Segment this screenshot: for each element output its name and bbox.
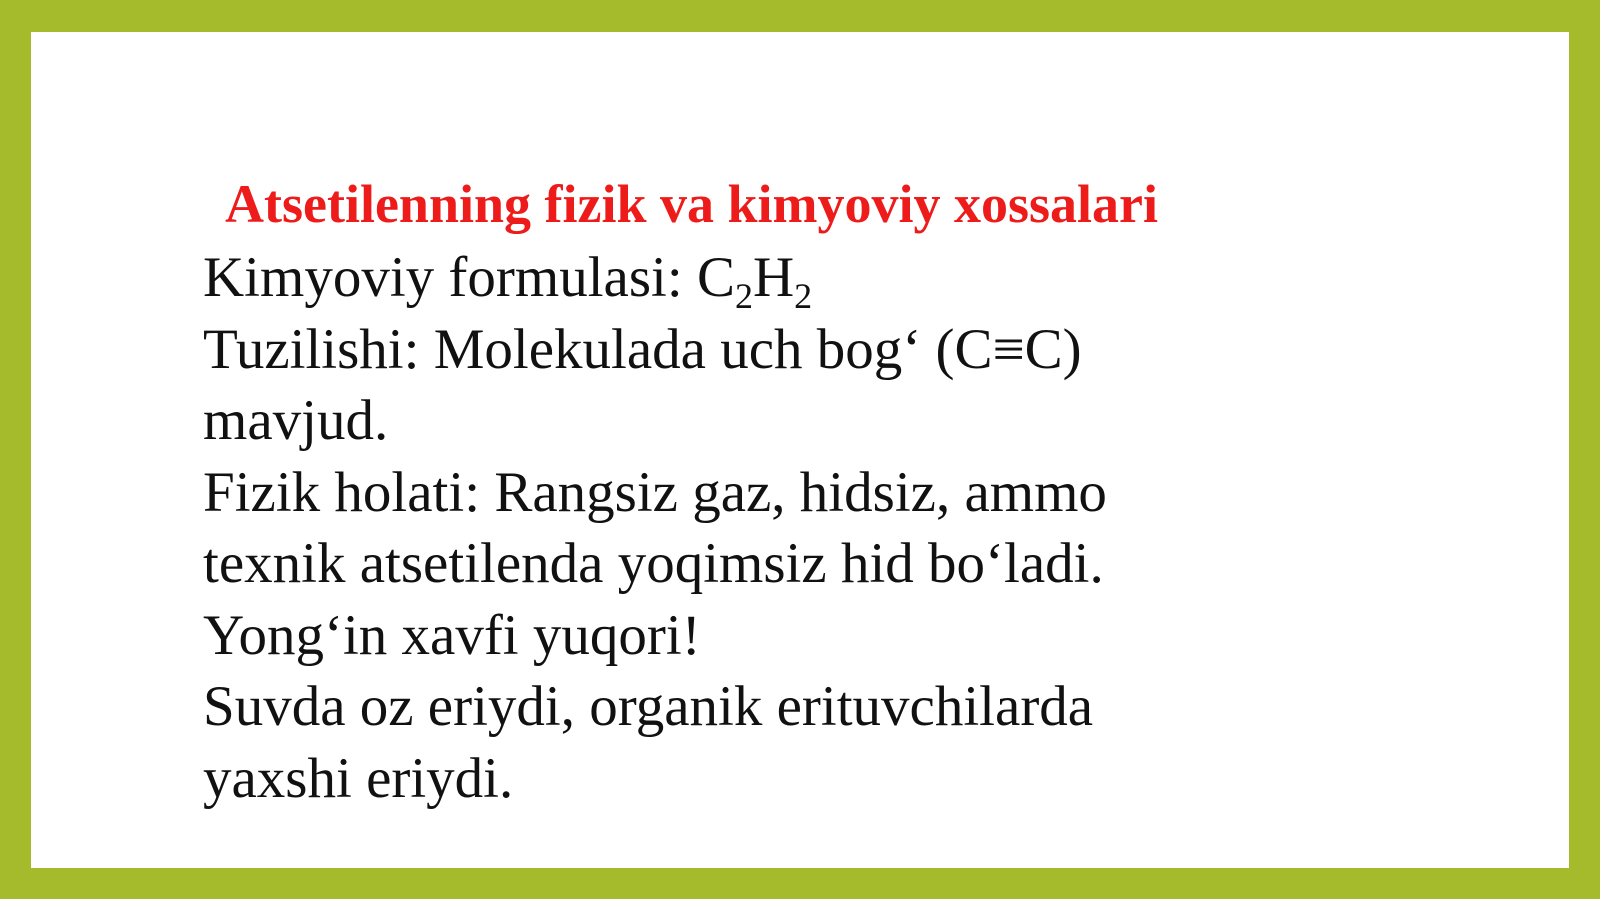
slide-content — [203, 172, 1383, 814]
formula-label: Kimyoviy formulasi: — [203, 246, 697, 309]
body-line-solubility: Suvda oz eriydi, organik erituvchilarda — [203, 675, 1094, 738]
slide-title: Atsetilenning fizik va kimyoviy xossalari — [225, 174, 1159, 234]
formula-subscript-c: 2 — [735, 276, 753, 316]
formula-element-h: H — [753, 246, 795, 309]
formula-subscript-h: 2 — [794, 276, 813, 316]
formula-line — [203, 242, 1383, 314]
body-line-physical-state-cont: texnik atsetilenda yoqimsiz hid bo‘ladi. — [203, 532, 1104, 595]
body-line-solubility-cont: yaxshi eriydi. — [203, 746, 514, 810]
body-line-structure: Tuzilishi: Molekulada uch bog‘ (C≡C) — [203, 317, 1082, 381]
body-line-structure-cont: mavjud. — [203, 389, 389, 452]
body-line-physical-state: Fizik holati: Rangsiz gaz, hidsiz, ammo — [203, 460, 1107, 524]
body-line-fire-hazard: Yong‘in xavfi yuqori! — [203, 603, 701, 667]
formula-element-c: C — [696, 246, 735, 309]
